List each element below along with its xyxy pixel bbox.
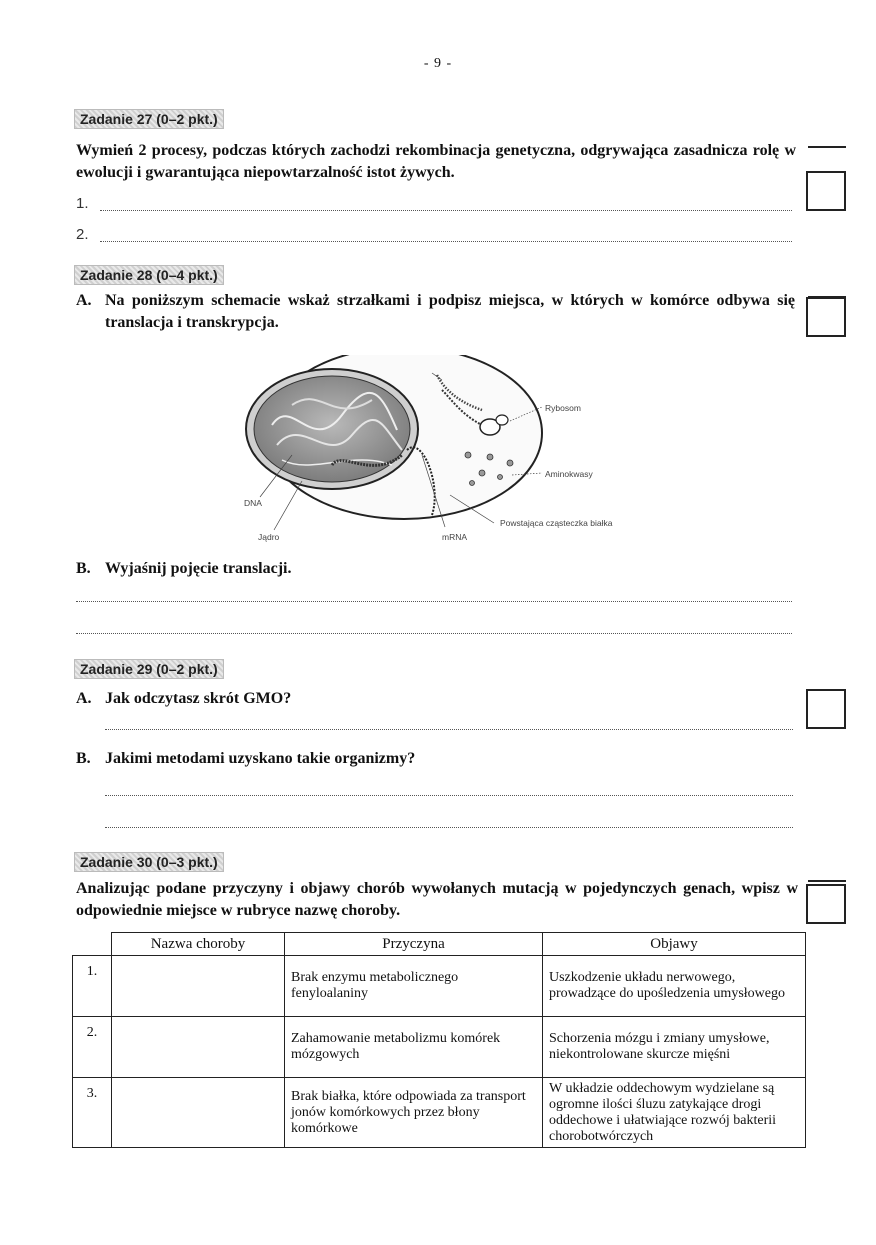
answer-line-29-1[interactable] [105,729,793,730]
task-29-part-a-letter: A. [76,690,92,707]
task-29-part-b-letter: B. [76,750,91,767]
score-box-30[interactable] [806,884,846,924]
column-header-cause: Przyczyna [285,933,543,956]
score-box-tick [808,146,846,148]
table-corner [73,933,112,956]
task-28-header: Zadanie 28 (0–4 pkt.) [74,265,224,285]
diagram-label-mrna: mRNA [442,532,468,542]
symptoms-cell: Uszkodzenie układu nerwowego, prowadzące do upośledzenia umysłowego [543,956,806,1017]
disease-name-input[interactable] [112,1078,285,1148]
cause-cell: Zahamowanie metabolizmu komórek mózgowych [285,1017,543,1078]
answer-number-2: 2. [76,226,89,243]
column-header-name: Nazwa choroby [112,933,285,956]
disease-name-input[interactable] [112,1017,285,1078]
task-29-header: Zadanie 29 (0–2 pkt.) [74,659,224,679]
table-row [73,956,806,1017]
disease-name-input[interactable] [112,956,285,1017]
task-28-part-b-letter: B. [76,560,91,577]
row-number: 1. [73,956,112,1017]
answer-line-28-1[interactable] [76,601,792,602]
score-box-tick [808,880,846,882]
score-box-28[interactable] [806,297,846,337]
task-30-question: Analizując podane przyczyny i objawy chorób wywołanych mutacją w pojedynczych genach, wpisz w odpowiednie miejsce w rubryce nazwę choroby. [76,880,798,919]
diagram-label-jadro: Jądro [258,532,280,542]
symptoms-cell: W układzie oddechowym wydzielane są ogromne ilości śluzu zatykające drogi oddechowe i ułatwiające rozwój bakterii chorobotwórczych [543,1078,806,1148]
answer-number-1: 1. [76,195,89,212]
cause-cell: Brak białka, które odpowiada za transport jonów komórkowych przez błony komórkowe [285,1078,543,1148]
answer-line-29-2[interactable] [105,795,793,796]
task-28-part-b-text: Wyjaśnij pojęcie translacji. [105,560,292,577]
table-header-row [73,933,806,956]
diagram-label-rybosom: Rybosom [545,403,581,413]
answer-line-29-3[interactable] [105,827,793,828]
cell-diagram [232,355,652,545]
score-box-27[interactable] [806,171,846,211]
diseases-table [72,932,806,1148]
score-box-29[interactable] [806,689,846,729]
task-29-part-b-text: Jakimi metodami uzyskano takie organizmy? [105,750,416,767]
answer-line-27-1[interactable] [100,210,792,211]
row-number: 2. [73,1017,112,1078]
row-number: 3. [73,1078,112,1148]
task-28-part-a-letter: A. [76,292,92,309]
page-number: - 9 - [423,56,453,71]
symptoms-cell: Schorzenia mózgu i zmiany umysłowe, niekontrolowane skurcze mięśni [543,1017,806,1078]
table-row [73,1078,806,1148]
diagram-label-aminokwasy: Aminokwasy [545,469,593,479]
diagram-label-bialko: Powstająca cząsteczka białka [500,518,613,528]
task-27-header: Zadanie 27 (0–2 pkt.) [74,109,224,129]
task-30-header: Zadanie 30 (0–3 pkt.) [74,852,224,872]
task-28-part-a-text: Na poniższym schemacie wskaż strzałkami i podpisz miejsca, w których w komórce odbywa się translacja i transkrypcja. [105,292,795,331]
column-header-symptoms: Objawy [543,933,806,956]
answer-line-28-2[interactable] [76,633,792,634]
table-row [73,1017,806,1078]
diagram-label-dna: DNA [244,498,262,508]
answer-line-27-2[interactable] [100,241,792,242]
cause-cell: Brak enzymu metabolicznego fenyloalaniny [285,956,543,1017]
task-29-part-a-text: Jak odczytasz skrót GMO? [105,690,292,707]
task-27-question: Wymień 2 procesy, podczas których zachodzi rekombinacja genetyczna, odgrywająca zasadnicza rolę w ewolucji i gwarantująca niepowtarzalność istot żywych. [76,142,796,181]
